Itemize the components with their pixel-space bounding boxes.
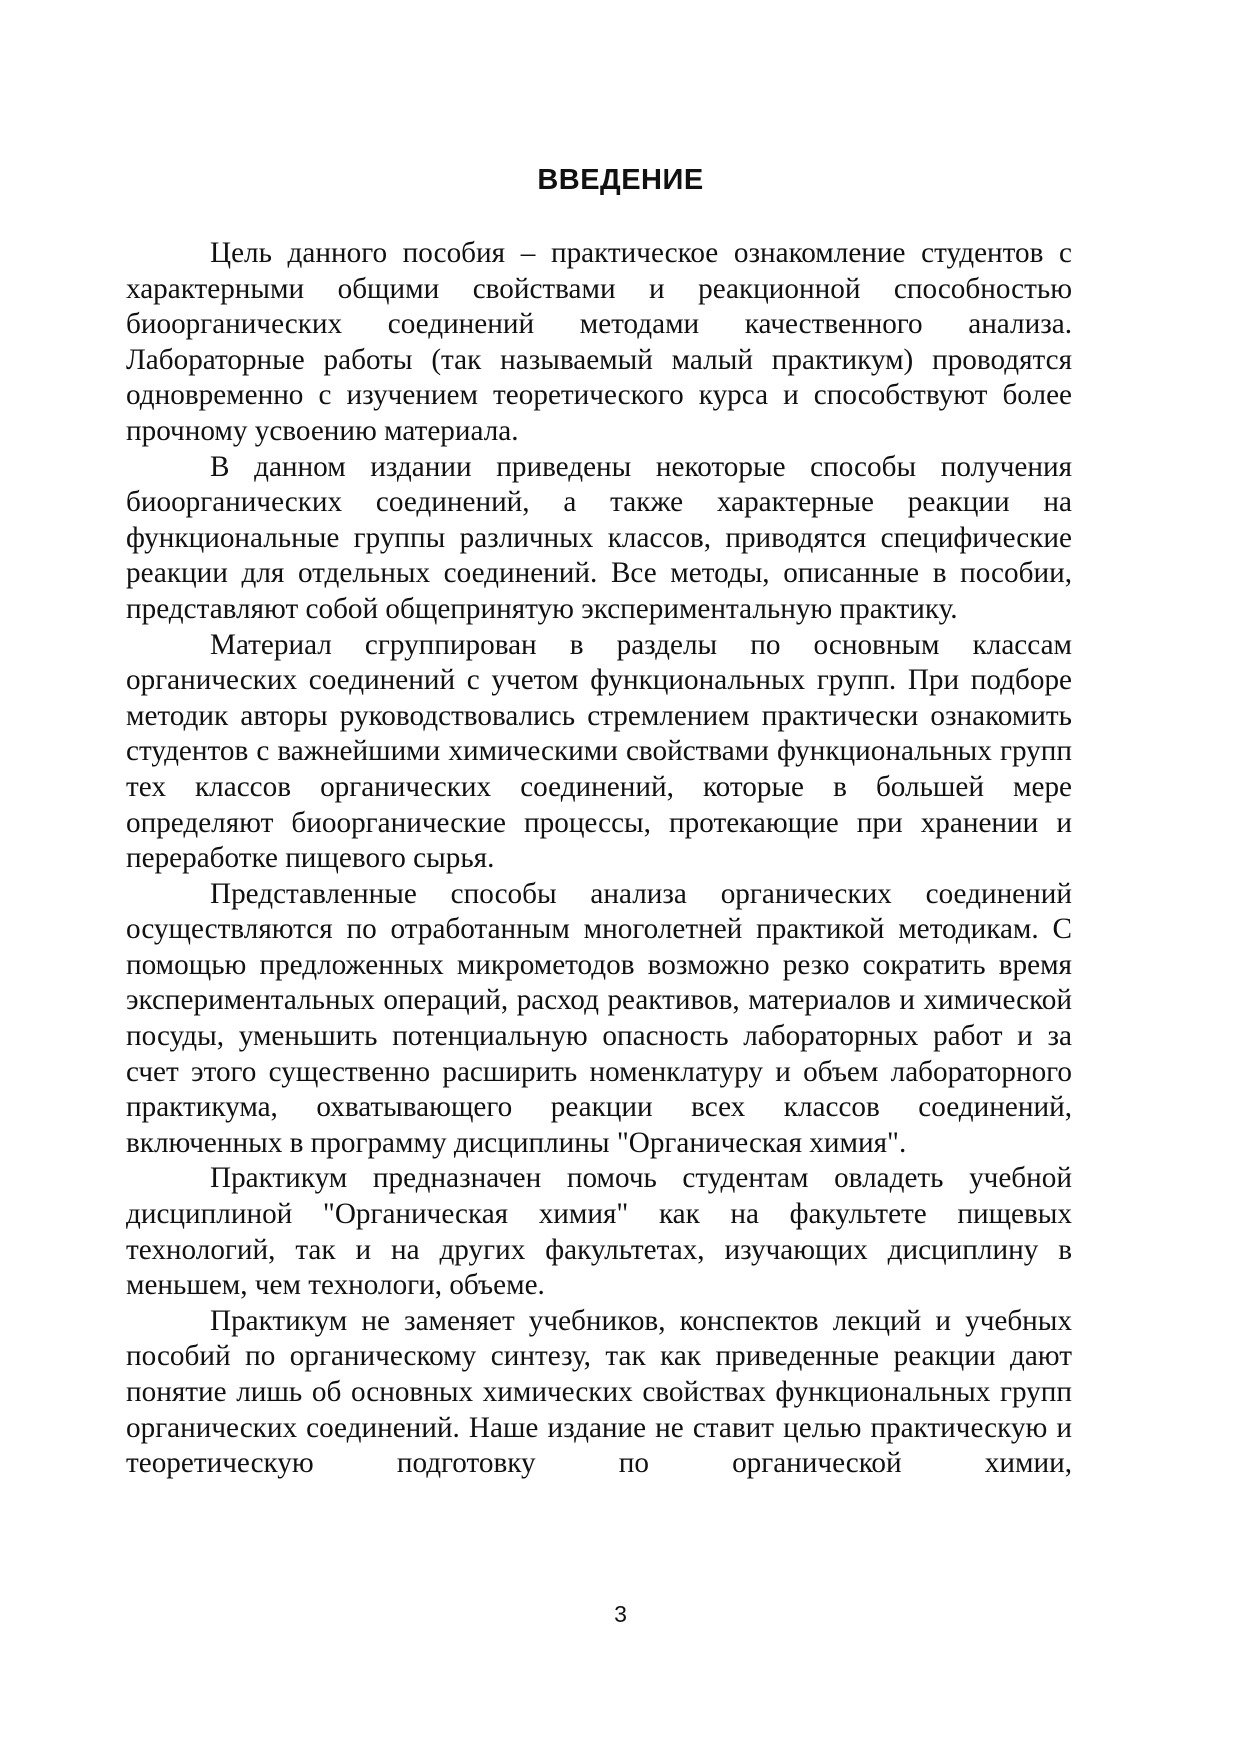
paragraph-edition-contents: В данном издании приведены некоторые способы получения биоорганических соединений, а также характерные реакции на функциональные группы различных классов, приводятся специфические реакции для отдельных соединений. Все методы, описанные в пособии, представляют собой общепринятую экспериментальную практику. bbox=[126, 450, 1072, 625]
body-text bbox=[126, 236, 1072, 1482]
paragraph-purpose: Цель данного пособия – практическое ознакомление студентов с характерными общими свойствами и реакционной способностью биоорганических соединений методами качественного анализа. Лабораторные работы (так называемый малый практикум) проводятся одновременно с изучением теоретического курса и способствуют более прочному усвоению материала. bbox=[126, 237, 1072, 447]
page-number: 3 bbox=[614, 1601, 627, 1627]
paragraph-material-grouping: Материал сгруппирован в разделы по основным классам органических соединений с учетом функциональных групп. При подборе методик авторы руководствовались стремлением практически ознакомить студентов с важнейшими химическими свойствами функциональных групп тех классов органических соединений, которые в большей мере определяют биоорганические процессы, протекающие при хранении и переработке пищевого сырья. bbox=[126, 628, 1072, 875]
paragraph-practicum-scope: Практикум не заменяет учебников, конспектов лекций и учебных пособий по органическому синтезу, так как приведенные реакции дают понятие лишь об основных химических свойствах функциональных групп органических соединений. Наше издание не ставит целью практическую и теоретическую подготовку по органической химии, bbox=[126, 1304, 1072, 1480]
paragraph-practicum-purpose: Практикум предназначен помочь студентам овладеть учебной дисциплиной "Органическая химия" как на факультете пищевых технологий, так и на других факультетах, изучающих дисциплину в меньшем, чем технологи, объеме. bbox=[126, 1162, 1072, 1302]
page-title: ВВЕДЕНИЕ bbox=[537, 164, 704, 196]
paragraph-analysis-methods: Представленные способы анализа органических соединений осуществляются по отработанным многолетней практикой методикам. С помощью предложенных микрометодов возможно резко сократить время экспериментальных операций, расход реактивов, материалов и химической посуды, уменьшить потенциальную опасность лабораторных работ и за счет этого существенно расширить номенклатуру и объем лабораторного практикума, охватывающего реакции всех классов соединений, включенных в программу дисциплины "Органическая химия". bbox=[126, 877, 1072, 1159]
